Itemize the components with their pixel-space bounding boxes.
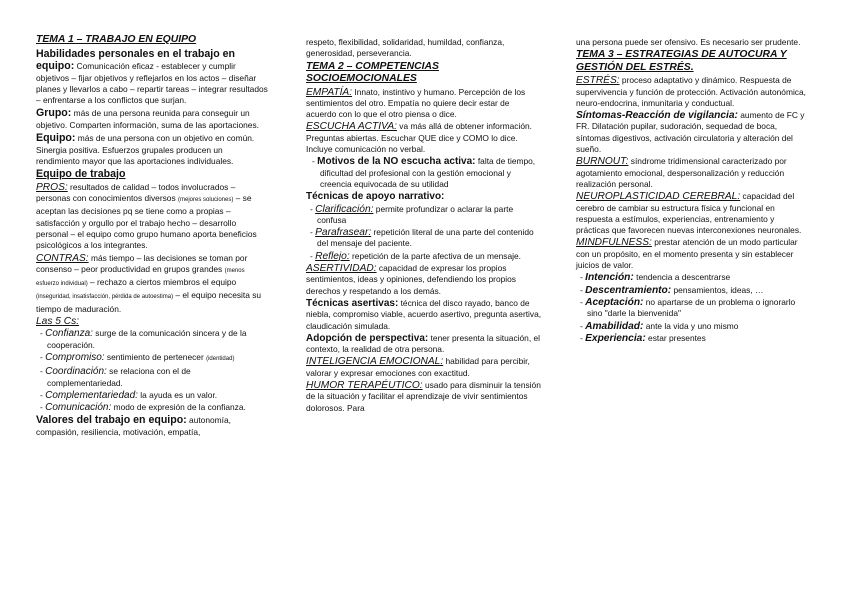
humor-continued: una persona puede ser ofensivo. Es necesario ser prudente. <box>576 37 801 47</box>
valores-continued: respeto, flexibilidad, solidaridad, humildad, confianza, generosidad, perseverancia. <box>306 37 505 59</box>
habilidades-heading: Habilidades personales en el trabajo en equipo: <box>36 47 235 72</box>
mind-term: Experiencia: <box>585 332 646 344</box>
list-item: - Complementariedad: la ayuda es un valor. <box>40 389 218 401</box>
contras-block <box>36 253 268 315</box>
asertivas-text: técnica del disco rayado, banco de niebla, compromiso viable, acuerdo asertivo, pregunta asertiva, claudicación simulada. <box>306 297 542 331</box>
cs-list <box>36 328 268 413</box>
inteligencia-heading: INTELIGENCIA EMOCIONAL: <box>306 356 444 368</box>
cs-term: Compromiso: <box>45 351 105 363</box>
contras-small-b: (inseguridad, insatisfacción, pérdida de autoestima) <box>36 294 174 301</box>
contras-text-a: más tiempo – las decisiones se toman por consenso – peor productividad en grupos grandes <box>36 252 248 274</box>
column-3 <box>576 37 810 345</box>
mindfulness-list <box>576 272 810 344</box>
mindfulness-heading: MINDFULNESS: <box>576 237 652 249</box>
motivos-block: - Motivos de la NO escucha activa: falta de tiempo, dificultad del profesional con la gestión emocional y creencia equivocada de su utilidad <box>312 156 536 189</box>
contras-small-a: (menos esfuerzo individual) <box>36 267 245 288</box>
cs-small: (identidad) <box>206 355 235 362</box>
tecnica-text: repetición literal de una parte del contenido del mensaje del paciente. <box>317 227 534 249</box>
tecnica-text: permite profundizar o aclarar la parte confusa <box>317 203 514 225</box>
mind-text: tendencia a descentrarse <box>636 272 731 283</box>
list-item: - Intención: tendencia a descentrarse <box>580 272 731 284</box>
cs-term: Complementariedad: <box>45 389 138 401</box>
sintomas-block <box>576 110 810 155</box>
humor-block <box>306 380 542 414</box>
adopcion-block <box>306 333 542 356</box>
column-1 <box>36 34 268 439</box>
mind-term: Descentramiento: <box>585 284 672 296</box>
mind-text: pensamientos, ideas, … <box>673 284 764 295</box>
cs-text: la ayuda es un valor. <box>140 389 218 400</box>
pros-block <box>36 182 268 252</box>
estres-block <box>576 75 810 109</box>
sintomas-text: aumento de FC y FR. Dilatación pupilar, sudoración, sequedad de boca, síntomas digestivos, activación circulatoria y alteración del sueño. <box>576 110 805 155</box>
escucha-block <box>306 121 542 155</box>
list-item: - Coordinación: se relaciona con el de complementariedad. <box>40 366 191 388</box>
burnout-heading: BURNOUT: <box>576 156 629 168</box>
pros-heading: PROS: <box>36 181 68 193</box>
mind-text: no apartarse de un problema o ignorarlo sino "darle la bienvenida" <box>587 296 796 319</box>
tecnicas-heading: Técnicas de apoyo narrativo: <box>306 191 445 203</box>
burnout-block <box>576 156 810 190</box>
adopcion-text: tener presenta la situación, el contexto, la realidad de otra persona. <box>306 332 540 355</box>
mind-term: Aceptación: <box>585 296 644 308</box>
grupo-text: más de una persona reunida para conseguir un objetivo. Comparten información, suma de las aportaciones. <box>36 108 259 130</box>
mindfulness-block <box>576 237 810 271</box>
pros-text-a: resultados de calidad – todos involucrados – personas con conocimientos diversos <box>36 181 236 204</box>
neuro-heading: NEUROPLASTICIDAD CEREBRAL: <box>576 191 741 203</box>
habilidades-block <box>36 48 268 107</box>
asertividad-heading: ASERTIVIDAD: <box>306 263 377 275</box>
tecnica-term: Clarificación: <box>315 203 374 215</box>
mind-term: Intención: <box>585 272 634 284</box>
grupo-heading: Grupo: <box>36 107 72 120</box>
grupo-block <box>36 107 268 131</box>
mindfulness-text: prestar atención de un modo particular con un propósito, en el momento presenta y sin establecer juicios de valor. <box>576 237 798 271</box>
escucha-heading: ESCUCHA ACTIVA: <box>306 121 397 133</box>
cs-term: Confianza: <box>45 328 93 340</box>
list-item: - Amabilidad: ante la vida y uno mismo <box>580 320 739 332</box>
list-item: - Aceptación: no apartarse de un problema o ignorarlo sino "darle la bienvenida" <box>580 296 796 319</box>
contras-text-c: – el equipo necesita su tiempo de maduración. <box>36 290 262 314</box>
topic-2-title: TEMA 2 – COMPETENCIAS SOCIOEMOCIONALES <box>306 60 439 85</box>
list-item: - Confianza: surge de la comunicación sincera y de la cooperación. <box>40 328 247 350</box>
tecnica-term: Reflejo: <box>315 250 350 262</box>
cs-term: Comunicación: <box>45 402 112 414</box>
pros-small: (mejores soluciones) <box>177 197 234 204</box>
cs-text: sentimiento de pertenecer <box>106 351 204 362</box>
tecnica-term: Parafrasear: <box>315 227 372 239</box>
neuro-block <box>576 191 810 236</box>
cs-heading: Las 5 Cs: <box>36 316 80 328</box>
equipo-trabajo-heading: Equipo de trabajo <box>36 168 126 181</box>
mind-text: ante la vida y uno mismo <box>645 320 739 331</box>
list-item: - Compromiso: sentimiento de pertenecer (identidad) <box>40 351 235 363</box>
equipo-heading: Equipo: <box>36 132 76 145</box>
empatia-text: Innato, instintivo y humano. Percepción de los sentimientos del otro. Empatía no quiere decir estar de acuerdo con lo que el otro piensa o dice. <box>306 86 526 120</box>
burnout-text: síndrome tridimensional caracterizado por agotamiento emocional, despersonalización y reducción realización personal. <box>576 156 787 189</box>
estres-heading: ESTRÉS: <box>576 75 620 87</box>
cs-text: se relaciona con el de complementariedad. <box>47 366 191 388</box>
list-item: - Descentramiento: pensamientos, ideas, … <box>580 284 764 296</box>
valores-text: autonomía, compasión, resiliencia, motivación, empatía, <box>36 415 231 437</box>
humor-heading: HUMOR TERAPÉUTICO: <box>306 380 423 392</box>
list-item: - Reflejo: repetición de la parte afectiva de un mensaje. <box>310 250 522 262</box>
valores-block <box>36 414 268 438</box>
estres-text: proceso adaptativo y dinámico. Respuesta de supervivencia y función de protección. Activación autonómica, neuro-endocrina, inmunitaria y conductual. <box>576 75 806 108</box>
column-2 <box>306 37 542 415</box>
contras-text-b: – rechazo a ciertos miembros el equipo <box>90 277 237 288</box>
motivos-text: falta de tiempo, dificultad del profesional con la gestión emocional y creencia equivocada de su utilidad <box>320 156 536 189</box>
pros-text-b: – se aceptan las decisiones pq se tiene como a propias – satisfacción y orgullo por el trabajo hecho – desarrollo personal – el equipo como grupo humano aporta beneficios psicológicos a los integrantes. <box>36 193 257 251</box>
list-item: - Experiencia: estar presentes <box>580 332 706 344</box>
cs-text: surge de la comunicación sincera y de la cooperación. <box>47 328 247 350</box>
list-item: - Clarificación: permite profundizar o aclarar la parte confusa <box>310 203 514 225</box>
topic-1-title: TEMA 1 – TRABAJO EN EQUIPO <box>36 34 197 45</box>
empatia-heading: EMPATÍA: <box>306 86 353 98</box>
adopcion-heading: Adopción de perspectiva: <box>306 332 429 344</box>
equipo-block <box>36 132 268 167</box>
empatia-block <box>306 87 542 121</box>
valores-heading: Valores del trabajo en equipo: <box>36 414 187 427</box>
inteligencia-block <box>306 356 542 379</box>
habilidades-text: Comunicación eficaz - establecer y cumplir objetivos – fijar objetivos y reflejarlos en los actos – diseñar planes y llevarlos a cabo – repartir tareas – integrar resultados – enfrentarse a los conflictos que surjan. <box>36 61 268 106</box>
mind-text: estar presentes <box>648 332 706 343</box>
tecnica-text: repetición de la parte afectiva de un mensaje. <box>352 250 522 261</box>
cs-text: modo de expresión de la confianza. <box>113 402 246 413</box>
list-item: - Parafrasear: repetición literal de una parte del contenido del mensaje del paciente. <box>310 227 534 249</box>
tecnicas-list <box>306 204 542 262</box>
topic-3-title: TEMA 3 – ESTRATEGIAS DE AUTOCURA Y GESTIÓN DEL ESTRÉS. <box>576 49 787 73</box>
mind-term: Amabilidad: <box>585 320 644 332</box>
motivos-heading: Motivos de la NO escucha activa: <box>317 156 476 168</box>
neuro-text: capacidad del cerebro de cambiar su estructura física y funcional en respuesta a estímulos, experiencias, entrenamiento y prácticas que favorecen nuevas interconexiones neuronales. <box>576 191 802 236</box>
sintomas-heading: Síntomas-Reacción de vigilancia: <box>576 110 738 122</box>
list-item: - Comunicación: modo de expresión de la confianza. <box>40 402 246 414</box>
asertivas-block <box>306 298 542 332</box>
asertivas-heading: Técnicas asertivas: <box>306 297 399 309</box>
inteligencia-text: habilidad para percibir, valorar y expresar emociones con exactitud. <box>306 356 530 378</box>
contras-heading: CONTRAS: <box>36 252 89 264</box>
asertividad-text: capacidad de expresar los propios sentimientos, ideas y opiniones, defendiendo los propios derechos y respetando a los demás. <box>306 263 516 296</box>
humor-text: usado para disminuir la tensión de la situación y facilitar el aprendizaje de vivir sentimientos dolorosos. Para <box>306 380 541 413</box>
cs-term: Coordinación: <box>45 366 107 378</box>
asertividad-block <box>306 263 542 297</box>
escucha-text: va más allá de obtener información. Preguntas abiertas. Escuchar QUE dice y COMO lo dice. Incluye comunicación no verbal. <box>306 121 532 155</box>
equipo-text: más de una persona con un objetivo en común. Sinergia positiva. Esfuerzos grupales producen un rendimiento mayor que las aportaciones individuales. <box>36 133 255 166</box>
